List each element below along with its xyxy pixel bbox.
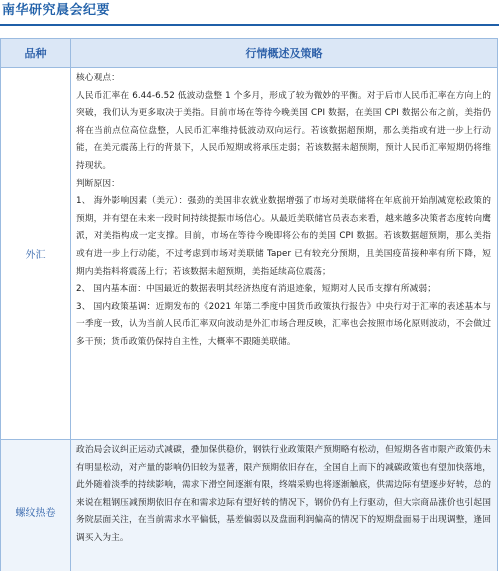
table-row-forex	[1, 68, 498, 440]
paragraph: 核心观点：	[76, 73, 120, 83]
paragraph: 2、 国内基本面：中国最近的数据表明其经济热度有消退迹象，短期对人民币支撑有所减弱；	[76, 284, 436, 295]
summary-cell	[71, 440, 498, 571]
paragraph: 政治局会议纠正运动式减碳，叠加保供稳价，钢铁行业政策限产预期略有松动，但短期各省市限产政策仍未有明显松动，对产量的影响仍旧较为显著，限产预期依旧存在，全国自上而下的减碳政策也有望加快落地，此外随着淡季的持续影响，需求下滑空间逐渐有限，终端采购也将逐渐触底，供需边际有望逐步好转，总的来说在粗钢压减预期依旧存在和需求边际有望好转的情况下，钢价仍有上行驱动，但大宗商品涨价也引起国务院层面关注，在当前需求水平偏低，基差偏弱以及盘面利润偏高的情况下的短期盘面易于出现调整，逢回调买入为主。	[76, 445, 491, 543]
column-header-category: 品种	[1, 39, 71, 68]
page-title: 南华研究晨会纪要	[0, 0, 499, 26]
category-cell: 外汇	[1, 68, 71, 440]
category-cell: 螺纹热卷	[1, 440, 71, 571]
paragraph: 3、 国内政策基调：近期发布的《2021 年第二季度中国货币政策执行报告》中央行对于汇率的表述基本与一季度一致，认为当前人民币汇率双向波动是外汇市场合理反映，汇率也会按照市场化原则波动，不会做过多干预；货币政策仍保持自主性，大概率不跟随美联储。	[76, 301, 491, 347]
column-header-summary: 行情概述及策略	[71, 39, 498, 68]
table-header-row	[1, 39, 498, 68]
paragraph: 人民币汇率在 6.44-6.52 低波动盘整 1 个多月，形成了较为微妙的平衡。对于后市人民币汇率在方向上的突破，我们认为更多取决于美指。目前市场在等待今晚美国 CPI 数据，在美国 CPI 数据公布之前，美指仍将在当前点位高位盘整，人民币汇率维持低波动双向运行。若该数据超预期，那么美指或有进一步上行动能，在美元震荡上行的背景下，人民币短期或将承压走弱；若该数据未超预期，预计人民币汇率短期仍将维持现状。	[76, 90, 491, 171]
market-summary-table	[0, 38, 498, 571]
paragraph: 1、 海外影响因素（美元）：强劲的美国非农就业数据增强了市场对美联储将在年底前开始削减宽松政策的预期，并有望在未来一段时间持续提振市场信心。从最近美联储官员表态来看，越来越多决策者态度转向鹰派，对美指构成一定支撑。目前，市场在等待今晚即将公布的美国 CPI 数据。若该数据超预期，那么美指或有进一步上行动能，不过考虑到市场对美联储 Taper 已有较充分预期，且美国疫苗接种率有所下降，短期内美指料将震荡上行；若该数据未超预期，美指延续高位震荡；	[76, 196, 491, 277]
paragraph: 判断原因：	[76, 178, 120, 189]
summary-cell	[71, 68, 498, 440]
table-row-rebar-hot-coil	[1, 440, 498, 571]
